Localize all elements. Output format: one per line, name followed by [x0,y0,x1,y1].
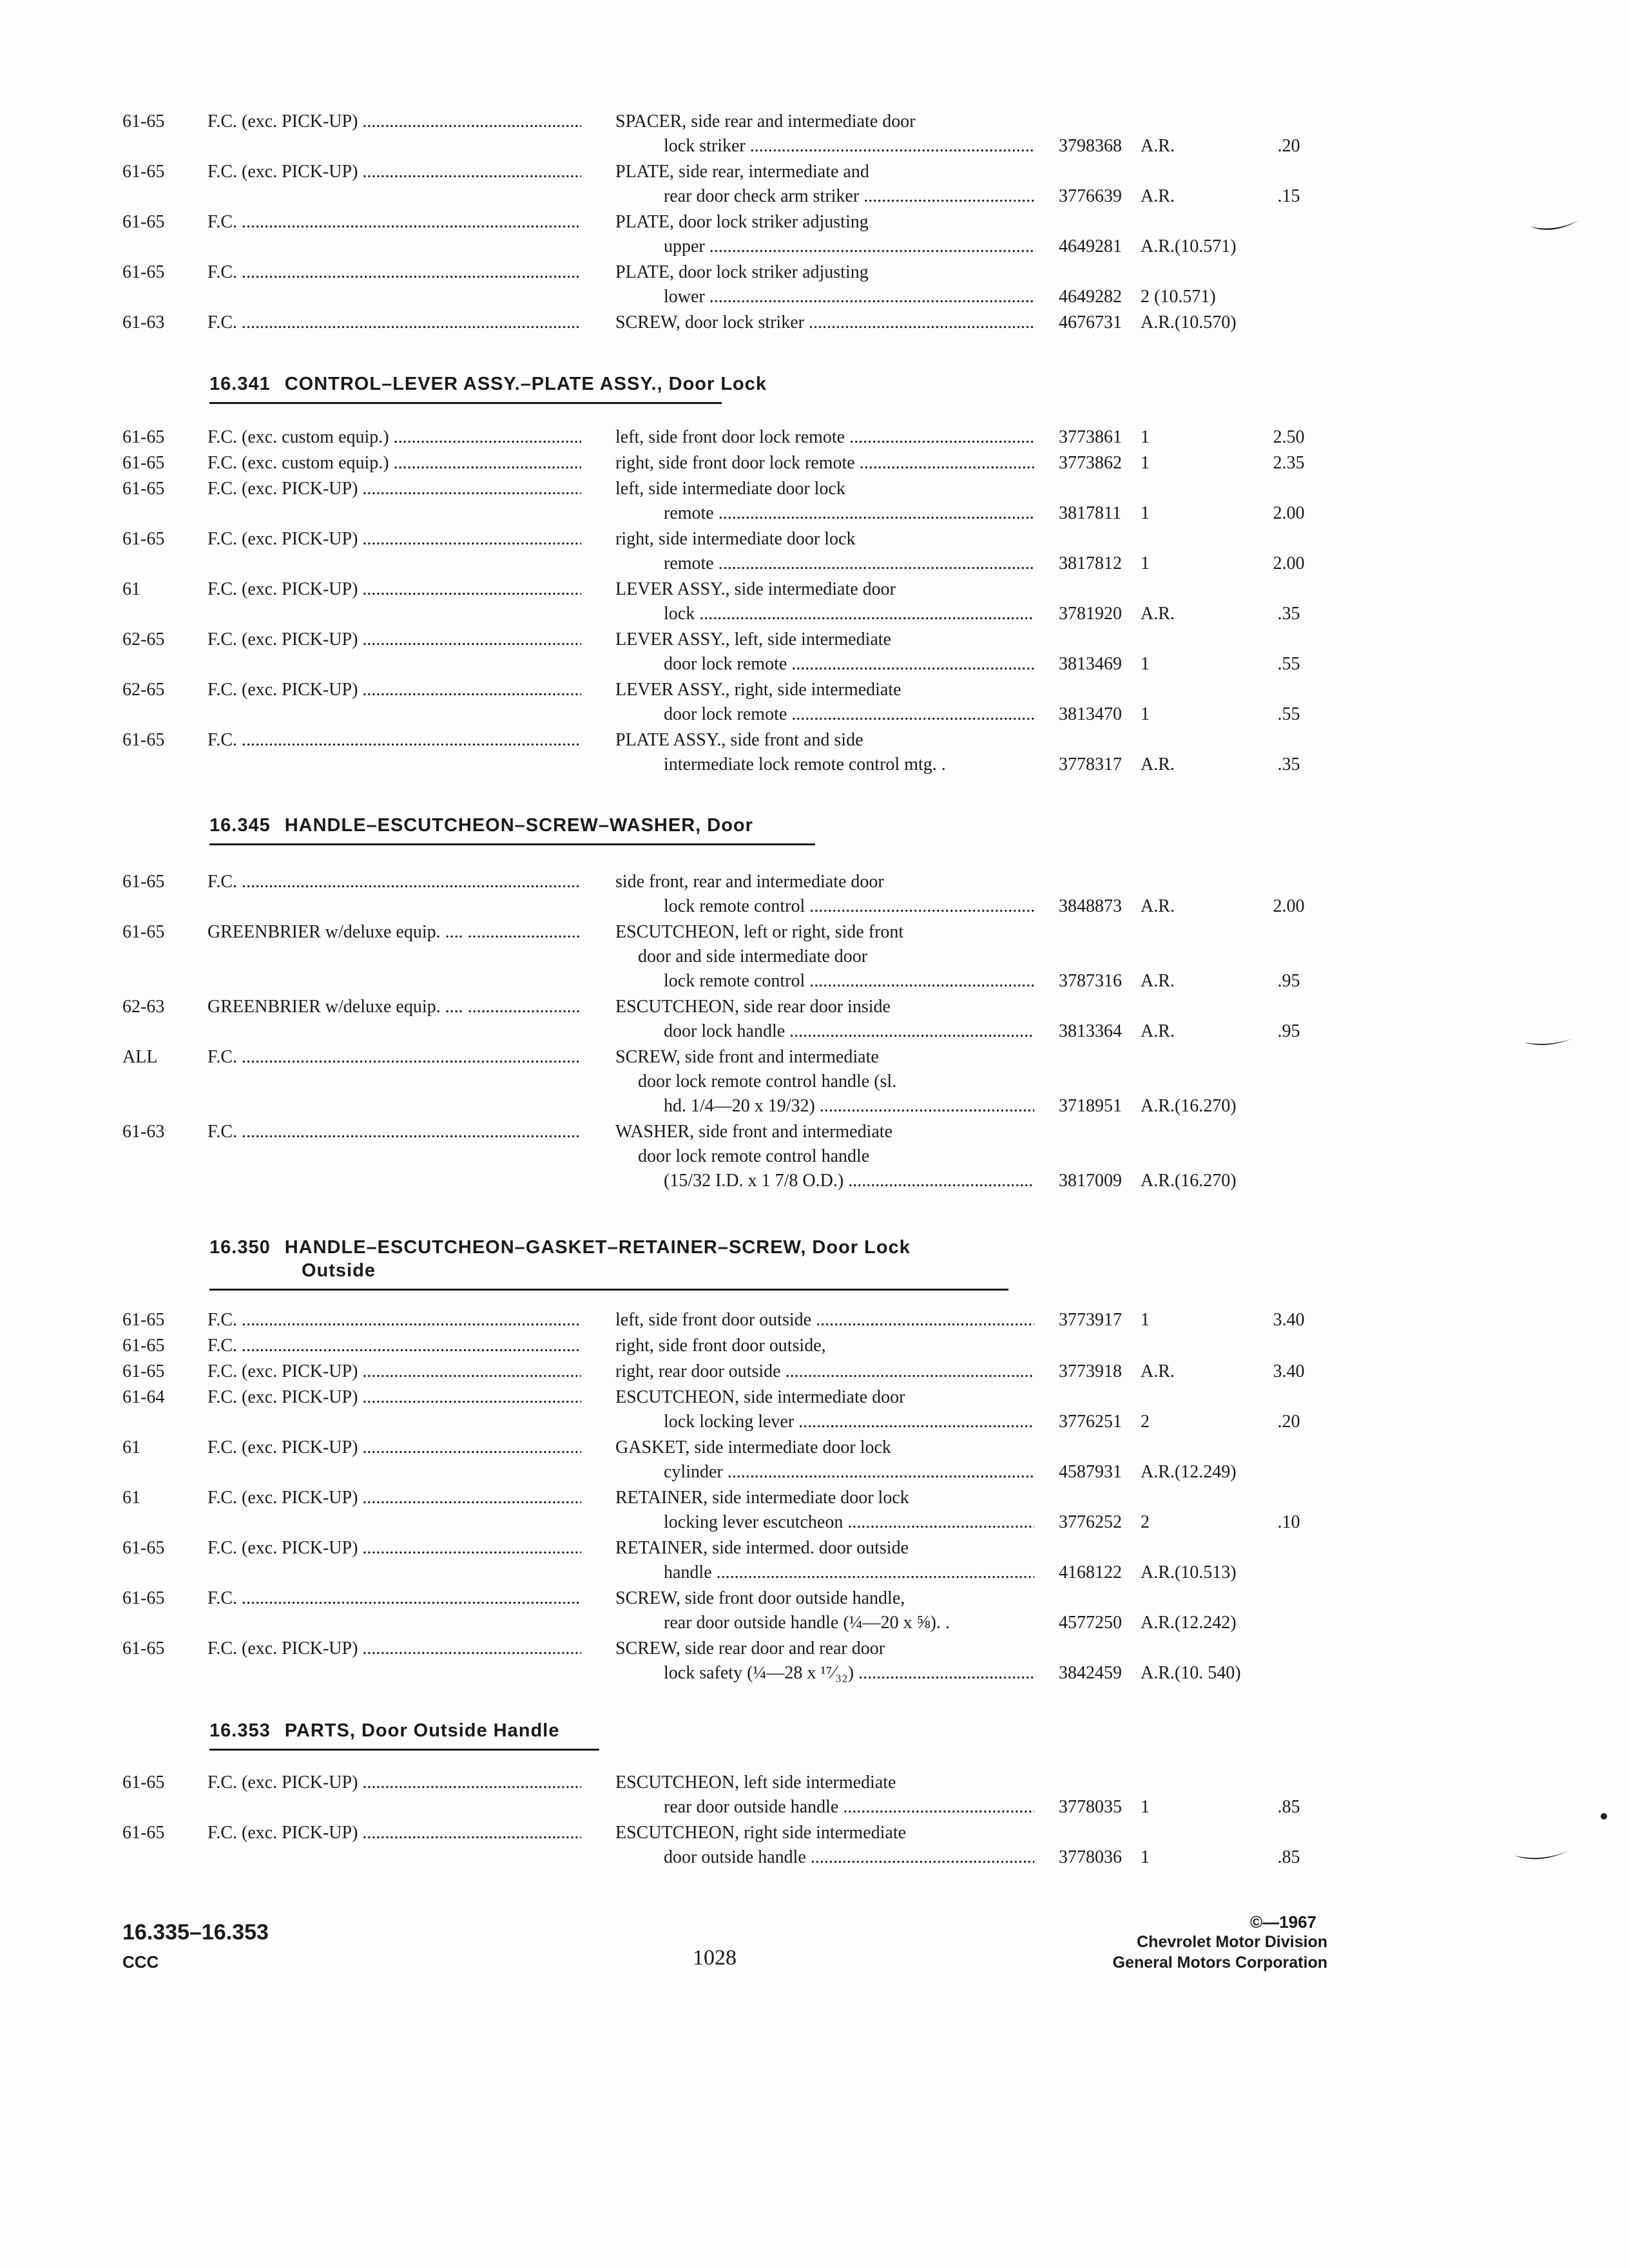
entry-line [0,652,1629,677]
description: door lock remote ..... [664,652,1034,677]
section-title: HANDLE–ESCUTCHEON–GASKET–RETAINER–SCREW, Door Lock [284,1237,911,1258]
entry-line [0,1637,1629,1661]
section-title-cont: Outside [302,1260,376,1281]
application: F.C. ..... [207,210,581,235]
application: F.C. ..... [207,870,581,894]
section-heading [209,374,767,395]
section-title: CONTROL–LEVER ASSY.–PLATE ASSY., Door Lock [284,374,767,394]
application: F.C. ..... [207,260,581,285]
entry-line [0,1019,1629,1044]
entry-line [0,1561,1629,1585]
description: ESCUTCHEON, left side intermediate [615,1773,896,1792]
part-number: 3776639 [1059,186,1122,206]
application: GREENBRIER w/deluxe equip. .... ..... [207,995,581,1019]
part-number: 3817812 [1059,553,1122,573]
description: lock safety (¼—28 x ¹⁷⁄₃₂) ..... [664,1661,1034,1686]
application: F.C. (exc. PICK-UP) ..... [207,1536,581,1561]
quantity: 1 [1141,453,1150,473]
description: PLATE ASSY., side front and side [615,730,863,750]
entry-line [0,210,1629,235]
quantity: 2 (10.571) [1141,287,1216,307]
part-number: 3842459 [1059,1663,1122,1683]
entry-line [0,1611,1629,1635]
quantity: A.R. [1141,604,1175,624]
entry-line [0,235,1629,259]
entry-line [0,945,1629,969]
model-years: 61-65 [122,1823,165,1843]
entry-line [0,678,1629,702]
price: 2.50 [1273,427,1305,447]
entry-line [0,110,1629,134]
part-number: 3718951 [1059,1096,1122,1116]
page-number: 1028 [693,1946,737,1970]
entry-line [0,260,1629,285]
entry-line [0,451,1629,476]
footer-range: 16.335–16.353 [122,1920,269,1945]
section-code: 16.341 [209,374,271,394]
model-years: 61-65 [122,730,165,750]
model-years: 61-65 [122,529,165,549]
entry-line [0,602,1629,626]
description: remote ..... [664,501,1034,526]
quantity: 1 [1141,1797,1150,1817]
entry-line [0,1510,1629,1535]
entry-line [0,1410,1629,1434]
application: F.C. (exc. custom equip.) ..... [207,451,581,476]
model-years: 61-63 [122,1122,165,1142]
description: upper ..... [664,235,1034,259]
description: door lock remote ..... [664,702,1034,727]
description: ESCUTCHEON, left or right, side front [615,922,904,942]
entry-line [0,870,1629,894]
part-number: 3813364 [1059,1021,1122,1041]
model-years: 61-65 [122,1361,165,1381]
entry-line [0,1821,1629,1845]
model-years: 61-65 [122,262,165,282]
entry-line [0,1845,1629,1870]
quantity: A.R. [1141,186,1175,206]
price: .85 [1277,1797,1300,1817]
part-number: 3813469 [1059,654,1122,674]
description: right, side front door lock remote ..... [615,451,1034,476]
entry-line [0,160,1629,184]
part-number: 3773861 [1059,427,1122,447]
section-title: HANDLE–ESCUTCHEON–SCREW–WASHER, Door [284,815,753,836]
section-rule [209,402,722,404]
price: .85 [1277,1847,1300,1867]
price: .10 [1277,1512,1300,1532]
quantity: 1 [1141,704,1150,724]
quantity: 1 [1141,1310,1150,1330]
entry-line [0,1360,1629,1384]
description: SCREW, side front and intermediate [615,1047,879,1067]
part-number: 3776252 [1059,1512,1122,1532]
price: 2.00 [1273,503,1305,523]
entry-line [0,1460,1629,1485]
part-number: 3781920 [1059,604,1122,624]
application: F.C. (exc. PICK-UP) ..... [207,1486,581,1510]
section-heading [209,815,753,836]
margin-mark [1598,1811,1611,1823]
price: .95 [1277,971,1300,991]
part-number: 3787316 [1059,971,1122,991]
application: GREENBRIER w/deluxe equip. .... ..... [207,920,581,945]
application: F.C. ..... [207,1120,581,1144]
model-years: 62-65 [122,680,165,700]
description: PLATE, door lock striker adjusting [615,212,869,232]
entry-line [0,728,1629,753]
description: right, side front door outside, [615,1336,826,1356]
entry-line [0,1486,1629,1510]
description: lower ..... [664,285,1034,309]
entry-line [0,969,1629,994]
description: side front, rear and intermediate door [615,872,884,892]
entry-line [0,1070,1629,1094]
application: F.C. (exc. PICK-UP) ..... [207,110,581,134]
description: left, side front door outside ..... [615,1308,1034,1332]
description: LEVER ASSY., left, side intermediate [615,629,891,649]
margin-mark [1521,1030,1579,1055]
entry-line [0,501,1629,526]
quantity: A.R.(10.570) [1141,312,1237,332]
part-number: 4676731 [1059,312,1122,332]
quantity: A.R.(10.513) [1141,1562,1237,1582]
description: door lock remote control handle [638,1146,870,1166]
description: ESCUTCHEON, side rear door inside [615,997,891,1017]
entry-line [0,1771,1629,1795]
application: F.C. (exc. PICK-UP) ..... [207,628,581,652]
model-years: 61-65 [122,453,165,473]
part-number: 3778035 [1059,1797,1122,1817]
entry-line [0,1045,1629,1070]
application: F.C. (exc. PICK-UP) ..... [207,1436,581,1460]
price: .55 [1277,704,1300,724]
application: F.C. (exc. PICK-UP) ..... [207,678,581,702]
quantity: 2 [1141,1512,1150,1532]
entry-line [0,753,1629,777]
description: lock locking lever ..... [664,1410,1034,1434]
description: intermediate lock remote control mtg. . [664,754,946,774]
description: SPACER, side rear and intermediate door [615,111,916,131]
entry-line [0,1144,1629,1169]
description: cylinder ..... [664,1460,1034,1485]
description: WASHER, side front and intermediate [615,1122,893,1142]
model-years: 61-65 [122,111,165,131]
application: F.C. (exc. PICK-UP) ..... [207,527,581,552]
description: handle ..... [664,1561,1034,1585]
entry-line [0,1385,1629,1410]
entry-line [0,628,1629,652]
description: SCREW, door lock striker ..... [615,311,1034,335]
quantity: A.R. [1141,1021,1175,1041]
description: right, side intermediate door lock [615,529,856,549]
description: lock remote control ..... [664,894,1034,919]
quantity: A.R. [1141,971,1175,991]
entry-line [0,894,1629,919]
price: .20 [1277,136,1300,156]
part-number: 3776251 [1059,1412,1122,1432]
application: F.C. (exc. custom equip.) ..... [207,425,581,450]
model-years: 61-65 [122,1310,165,1330]
part-number: 4577250 [1059,1613,1122,1633]
application: F.C. ..... [207,1308,581,1332]
part-number: 3798368 [1059,136,1122,156]
description: PLATE, door lock striker adjusting [615,262,869,282]
entry-line [0,477,1629,501]
application: F.C. (exc. PICK-UP) ..... [207,1771,581,1795]
part-number: 3848873 [1059,896,1122,916]
quantity: A.R. [1141,754,1175,774]
quantity: A.R. [1141,136,1175,156]
entry-line [0,425,1629,450]
entry-line [0,552,1629,576]
entry-line [0,1436,1629,1460]
part-number: 3773917 [1059,1310,1122,1330]
entry-line [0,311,1629,335]
entry-line [0,1661,1629,1686]
application: F.C. (exc. PICK-UP) ..... [207,577,581,602]
part-number: 4649282 [1059,287,1122,307]
part-number: 3778036 [1059,1847,1122,1867]
entry-line [0,577,1629,602]
application: F.C. (exc. PICK-UP) ..... [207,477,581,501]
description: RETAINER, side intermediate door lock [615,1488,909,1508]
part-number: 3778317 [1059,754,1122,774]
description: rear door check arm striker ..... [664,184,1034,209]
part-number: 4649281 [1059,236,1122,256]
price: 2.35 [1273,453,1305,473]
application: F.C. ..... [207,1586,581,1611]
application: F.C. ..... [207,1334,581,1358]
model-years: 62-65 [122,629,165,649]
description: remote ..... [664,552,1034,576]
part-number: 3773862 [1059,453,1122,473]
description: door outside handle ..... [664,1845,1034,1870]
model-years: 61 [122,1437,140,1457]
description: PLATE, side rear, intermediate and [615,162,869,182]
model-years: 61-65 [122,479,165,499]
description: locking lever escutcheon ..... [664,1510,1034,1535]
model-years: 61-65 [122,1773,165,1792]
price: 3.40 [1273,1361,1305,1381]
entry-line [0,1586,1629,1611]
entry-line [0,1094,1629,1119]
section-rule [209,843,815,845]
quantity: A.R. [1141,896,1175,916]
price: .95 [1277,1021,1300,1041]
part-number: 3817009 [1059,1171,1122,1191]
model-years: 61-65 [122,1588,165,1608]
part-number: 3813470 [1059,704,1122,724]
section-heading [209,1237,911,1258]
part-number: 4168122 [1059,1562,1122,1582]
quantity: 1 [1141,1847,1150,1867]
entry-line [0,285,1629,309]
entry-line [0,1169,1629,1193]
section-code: 16.350 [209,1237,271,1258]
model-years: 61-65 [122,1538,165,1558]
description: lock ..... [664,602,1034,626]
application: F.C. (exc. PICK-UP) ..... [207,160,581,184]
section-rule [209,1289,1008,1291]
price: 2.00 [1273,896,1305,916]
model-years: 61-65 [122,1639,165,1658]
description: rear door outside handle (¼—20 x ⅝). . [664,1613,950,1633]
application: F.C. (exc. PICK-UP) ..... [207,1821,581,1845]
price: .15 [1277,186,1300,206]
model-years: ALL [122,1047,158,1067]
description: LEVER ASSY., right, side intermediate [615,680,901,700]
description: ESCUTCHEON, right side intermediate [615,1823,907,1843]
description: SCREW, side front door outside handle, [615,1588,905,1608]
entry-line [0,920,1629,945]
price: 2.00 [1273,553,1305,573]
entry-line [0,702,1629,727]
entry-line [0,184,1629,209]
description: right, rear door outside ..... [615,1360,1034,1384]
quantity: A.R.(10. 540) [1141,1663,1241,1683]
part-number: 3773918 [1059,1361,1122,1381]
model-years: 61-65 [122,1336,165,1356]
price: .20 [1277,1412,1300,1432]
quantity: A.R.(10.571) [1141,236,1237,256]
footer-corp: General Motors Corporation [1112,1954,1327,1972]
application: F.C. (exc. PICK-UP) ..... [207,1637,581,1661]
quantity: A.R.(16.270) [1141,1171,1237,1191]
model-years: 61-65 [122,162,165,182]
description: LEVER ASSY., side intermediate door [615,579,896,599]
description: SCREW, side rear door and rear door [615,1639,885,1658]
description: hd. 1/4—20 x 19/32) ..... [664,1094,1034,1119]
description: GASKET, side intermediate door lock [615,1437,891,1457]
section-rule [209,1749,599,1751]
entry-line [0,1120,1629,1144]
description: left, side front door lock remote ..... [615,425,1034,450]
model-years: 61-65 [122,427,165,447]
description: ESCUTCHEON, side intermediate door [615,1387,905,1407]
model-years: 62-63 [122,997,165,1017]
entry-line [0,527,1629,552]
description: lock striker ..... [664,134,1034,159]
price: .55 [1277,654,1300,674]
entry-line [0,1334,1629,1358]
application: F.C. ..... [207,1045,581,1070]
price: 3.40 [1273,1310,1305,1330]
description: RETAINER, side intermed. door outside [615,1538,909,1558]
quantity: 1 [1141,427,1150,447]
model-years: 61-65 [122,922,165,942]
description: left, side intermediate door lock [615,479,845,499]
section-title: PARTS, Door Outside Handle [284,1720,560,1741]
model-years: 61 [122,1488,140,1508]
application: F.C. ..... [207,728,581,753]
entry-line [0,1536,1629,1561]
entry-line [0,995,1629,1019]
quantity: 1 [1141,503,1150,523]
model-years: 61-64 [122,1387,165,1407]
application: F.C. (exc. PICK-UP) ..... [207,1385,581,1410]
quantity: A.R.(12.249) [1141,1462,1237,1482]
application: F.C. ..... [207,311,581,335]
description: (15/32 I.D. x 1 7/8 O.D.) ..... [664,1169,1034,1193]
quantity: A.R. [1141,1361,1175,1381]
section-code: 16.353 [209,1720,271,1741]
entry-line [0,1308,1629,1332]
model-years: 61-65 [122,212,165,232]
model-years: 61-65 [122,872,165,892]
description: door lock handle ..... [664,1019,1034,1044]
footer-division: Chevrolet Motor Division [1137,1933,1327,1951]
part-number: 3817811 [1059,503,1121,523]
section-code: 16.345 [209,815,271,836]
quantity: 1 [1141,553,1150,573]
quantity: 2 [1141,1412,1150,1432]
price: .35 [1277,754,1300,774]
entry-line [0,1795,1629,1820]
description: rear door outside handle ..... [664,1795,1034,1820]
quantity: 1 [1141,654,1150,674]
quantity: A.R.(12.242) [1141,1613,1237,1633]
model-years: 61 [122,579,140,599]
section-heading [209,1720,559,1742]
application: F.C. (exc. PICK-UP) ..... [207,1360,581,1384]
footer-code: CCC [122,1952,159,1972]
price: .35 [1277,604,1300,624]
margin-mark [1511,1841,1576,1870]
description: door lock remote control handle (sl. [638,1072,897,1091]
model-years: 61-63 [122,312,165,332]
margin-mark [1527,213,1585,238]
footer-copyright: ©—1967 [1250,1912,1316,1932]
description: lock remote control ..... [664,969,1034,994]
quantity: A.R.(16.270) [1141,1096,1237,1116]
part-number: 4587931 [1059,1462,1122,1482]
entry-line [0,134,1629,159]
description: door and side intermediate door [638,947,868,966]
